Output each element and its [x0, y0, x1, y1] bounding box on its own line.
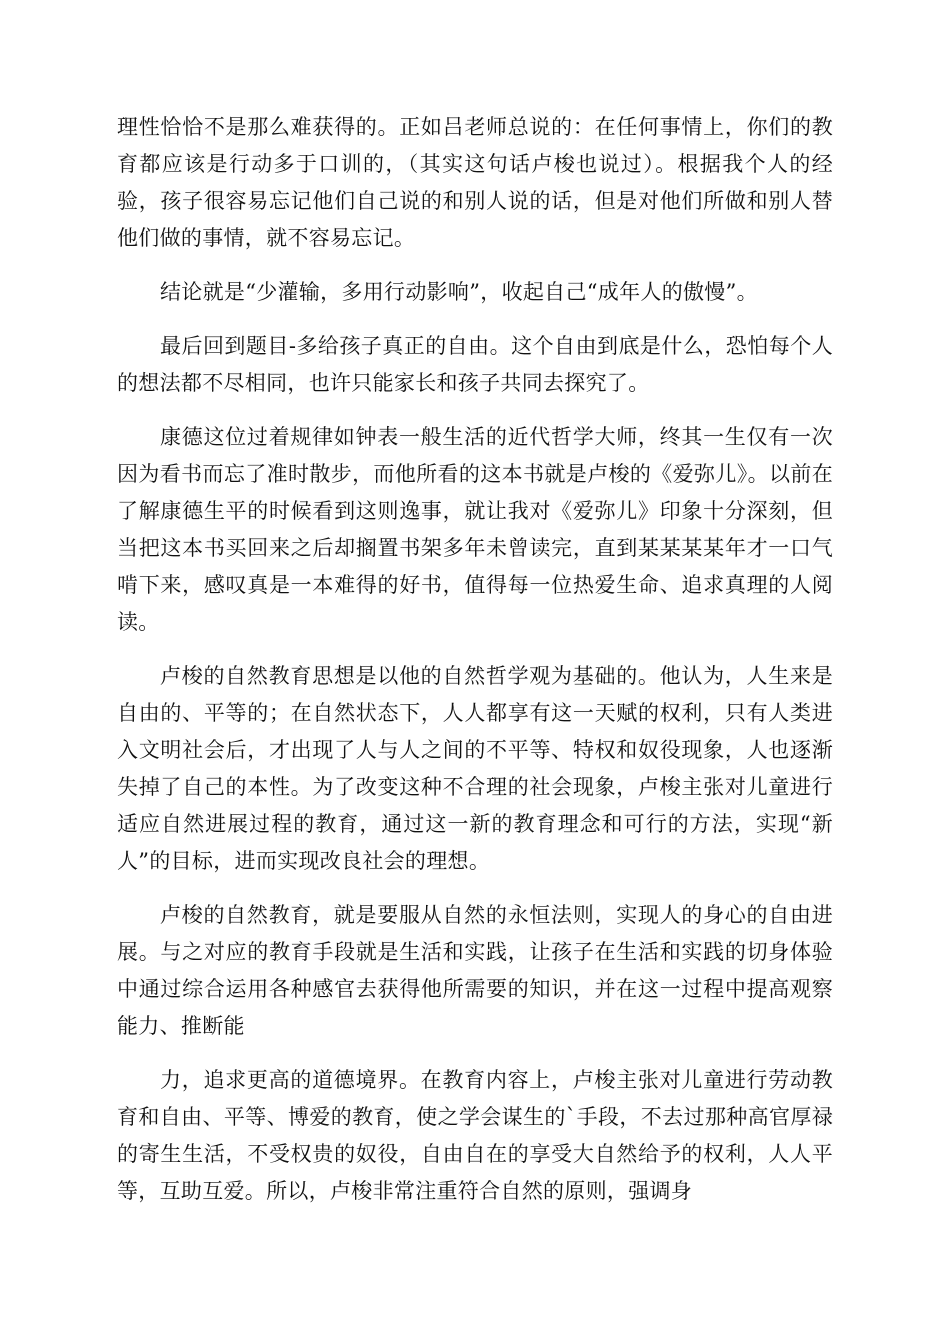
paragraph-6: 卢梭的自然教育，就是要服从自然的永恒法则，实现人的身心的自由进展。与之对应的教育手段就是生活和实践，让孩子在生活和实践的切身体验中通过综合运用各种感官去获得他所需要的知识，并在这一过程中提高观察能力、推断能 — [117, 903, 833, 1038]
paragraph-2: 结论就是“少灌输，多用行动影响”，收起自己“成年人的傲慢”。 — [160, 280, 758, 304]
document-body — [117, 109, 833, 1227]
paragraph-3: 最后回到题目-多给孩子真正的自由。这个自由到底是什么，恐怕每个人的想法都不尽相同，也许只能家长和孩子共同去探究了。 — [117, 334, 833, 395]
paragraph-5: 卢梭的自然教育思想是以他的自然哲学观为基础的。他认为，人生来是自由的、平等的；在自然状态下，人人都享有这一天赋的权利，只有人类进入文明社会后，才出现了人与人之间的不平等、特权和奴役现象，人也逐渐失掉了自己的本性。为了改变这种不合理的社会现象，卢梭主张对儿童进行适应自然进展过程的教育，通过这一新的教育理念和可行的方法，实现“新人”的目标，进而实现改良社会的理想。 — [117, 664, 833, 873]
paragraph-7: 力，追求更高的道德境界。在教育内容上，卢梭主张对儿童进行劳动教育和自由、平等、博爱的教育，使之学会谋生的`手段，不去过那种高官厚禄的寄生生活，不受权贵的奴役，自由自在的享受大自然给予的权利，人人平等，互助互爱。所以，卢梭非常注重符合自然的原则，强调身 — [117, 1068, 833, 1203]
paragraph-1: 理性恰恰不是那么难获得的。正如吕老师总说的：在任何事情上，你们的教育都应该是行动多于口训的，（其实这句话卢梭也说过）。根据我个人的经验，孩子很容易忘记他们自己说的和别人说的话，但是对他们所做和别人替他们做的事情，就不容易忘记。 — [117, 115, 833, 250]
paragraph-4: 康德这位过着规律如钟表一般生活的近代哲学大师，终其一生仅有一次因为看书而忘了准时散步，而他所看的这本书就是卢梭的《爱弥儿》。以前在了解康德生平的时候看到这则逸事，就让我对《爱弥儿》印象十分深刻，但当把这本书买回来之后却搁置书架多年未曾读完，直到某某某某年才一口气啃下来，感叹真是一本难得的好书，值得每一位热爱生命、追求真理的人阅读。 — [117, 425, 833, 634]
